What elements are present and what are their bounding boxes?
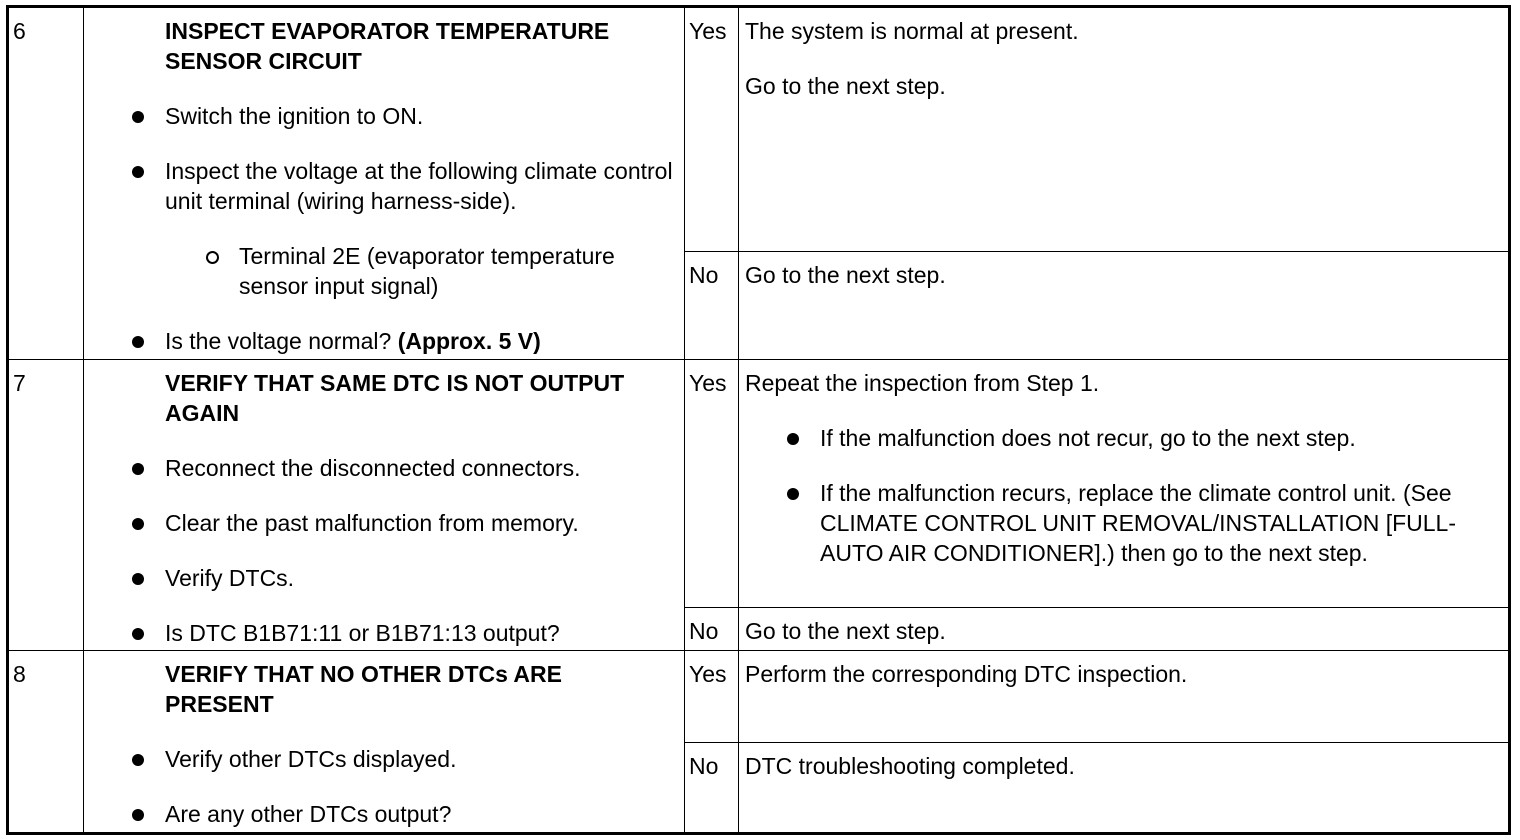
step-6-yes-row <box>8 7 1510 252</box>
step-action-cell <box>84 360 685 651</box>
action-item: Switch the ignition to ON. <box>132 101 674 131</box>
step-title: VERIFY THAT NO OTHER DTCs ARE PRESENT <box>165 661 562 717</box>
step-action-cell <box>84 7 685 360</box>
step-8-yes-row <box>8 651 1510 743</box>
yes-label: Yes <box>685 651 739 743</box>
yes-result <box>739 7 1510 252</box>
step-title: INSPECT EVAPORATOR TEMPERATURE SENSOR CIRCUIT <box>165 18 610 74</box>
action-list <box>132 101 674 356</box>
step-7-yes-row <box>8 360 1510 608</box>
spec-value: (Approx. 5 V) <box>397 328 541 354</box>
action-item: Reconnect the disconnected connectors. <box>132 453 674 483</box>
action-list <box>132 453 674 648</box>
action-item: Verify DTCs. <box>132 563 674 593</box>
result-line: The system is normal at present. <box>745 18 1079 44</box>
result-line: Repeat the inspection from Step 1. <box>745 370 1100 396</box>
no-result: Go to the next step. <box>739 252 1510 360</box>
action-item: Clear the past malfunction from memory. <box>132 508 674 538</box>
action-item: Are any other DTCs output? <box>132 799 674 829</box>
no-label: No <box>685 252 739 360</box>
action-item: Verify other DTCs displayed. <box>132 744 674 774</box>
troubleshooting-table <box>6 5 1511 835</box>
step-number: 7 <box>8 360 84 651</box>
sub-action-item: Terminal 2E (evaporator temperature sensor input signal) <box>198 241 674 301</box>
step-number: 8 <box>8 651 84 834</box>
yes-label: Yes <box>685 7 739 252</box>
action-item: Is DTC B1B71:11 or B1B71:13 output? <box>132 618 674 648</box>
yes-result <box>739 360 1510 608</box>
action-item: Inspect the voltage at the following climate control unit terminal (wiring harness-side). Terminal 2E (evaporator temperature sensor input signal) <box>132 156 674 301</box>
no-result: Go to the next step. <box>739 608 1510 651</box>
yes-label: Yes <box>685 360 739 608</box>
action-item: Is the voltage normal? (Approx. 5 V) <box>132 326 674 356</box>
step-title: VERIFY THAT SAME DTC IS NOT OUTPUT AGAIN <box>165 370 625 426</box>
result-bullet-list <box>787 423 1498 568</box>
no-label: No <box>685 743 739 834</box>
result-bullet: If the malfunction does not recur, go to the next step. <box>787 423 1498 453</box>
step-action-cell <box>84 651 685 834</box>
no-result: DTC troubleshooting completed. <box>739 743 1510 834</box>
result-line: Go to the next step. <box>745 73 946 99</box>
sub-action-list <box>165 241 674 301</box>
action-list <box>132 744 674 829</box>
step-number: 6 <box>8 7 84 360</box>
result-bullet: If the malfunction recurs, replace the climate control unit. (See CLIMATE CONTROL UNIT REMOVAL/INSTALLATION [FULL-AUTO AIR CONDITIONER].) then go to the next step. <box>787 478 1498 568</box>
no-label: No <box>685 608 739 651</box>
yes-result: Perform the corresponding DTC inspection. <box>739 651 1510 743</box>
